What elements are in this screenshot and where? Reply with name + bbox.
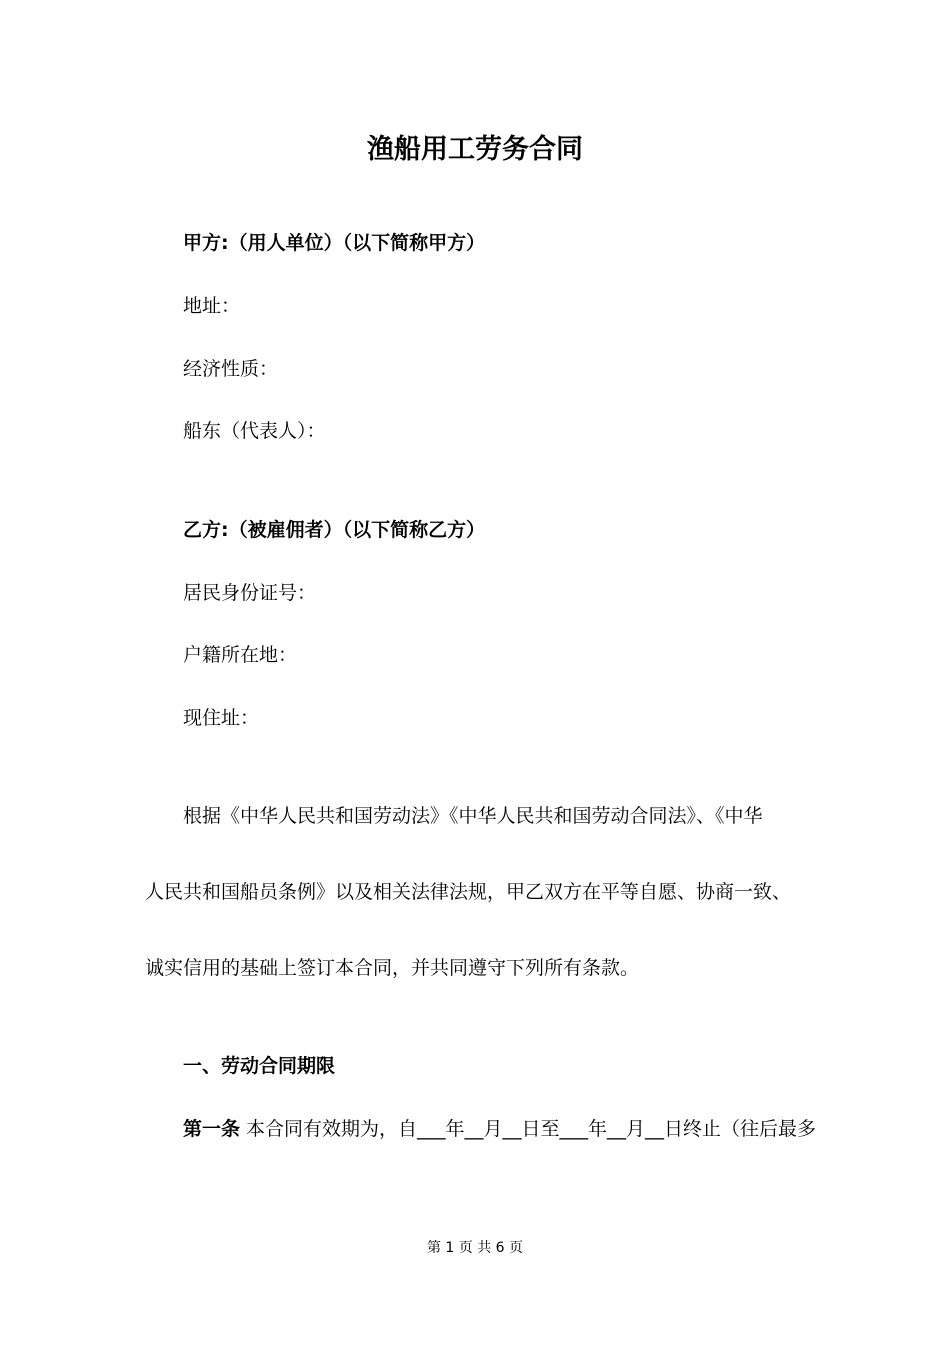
article-1	[183, 1117, 816, 1141]
section-1-heading: 一、劳动合同期限	[183, 1055, 336, 1077]
party-a-heading: 甲方:（用人单位）（以下简称甲方）	[183, 232, 486, 254]
party-a-economic-nature-label: 经济性质：	[183, 358, 279, 380]
document-title: 渔船用工劳务合同	[367, 134, 583, 165]
party-b-household-label: 户籍所在地：	[183, 644, 298, 666]
party-b-heading: 乙方:（被雇佣者）（以下简称乙方）	[183, 519, 486, 541]
party-b-current-address-label: 现住址：	[183, 707, 260, 729]
preamble-line-1: 根据《中华人民共和国劳动法》《中华人民共和国劳动合同法》、《中华	[183, 805, 763, 827]
page-footer: 第 1 页 共 6 页	[426, 1240, 524, 1256]
preamble-line-2: 人民共和国船员条例》以及相关法律法规，甲乙双方在平等自愿、协商一致、	[145, 881, 792, 903]
preamble-line-3: 诚实信用的基础上签订本合同，并共同遵守下列所有条款。	[145, 957, 640, 979]
article-1-label: 第一条	[183, 1118, 241, 1140]
party-a-address-label: 地址：	[183, 295, 241, 317]
article-1-text: 本合同有效期为，自___年__月__日至___年__月__日终止（往后最多	[240, 1118, 817, 1140]
party-a-owner-label: 船东（代表人）：	[183, 420, 326, 442]
party-b-id-label: 居民身份证号：	[183, 582, 317, 604]
